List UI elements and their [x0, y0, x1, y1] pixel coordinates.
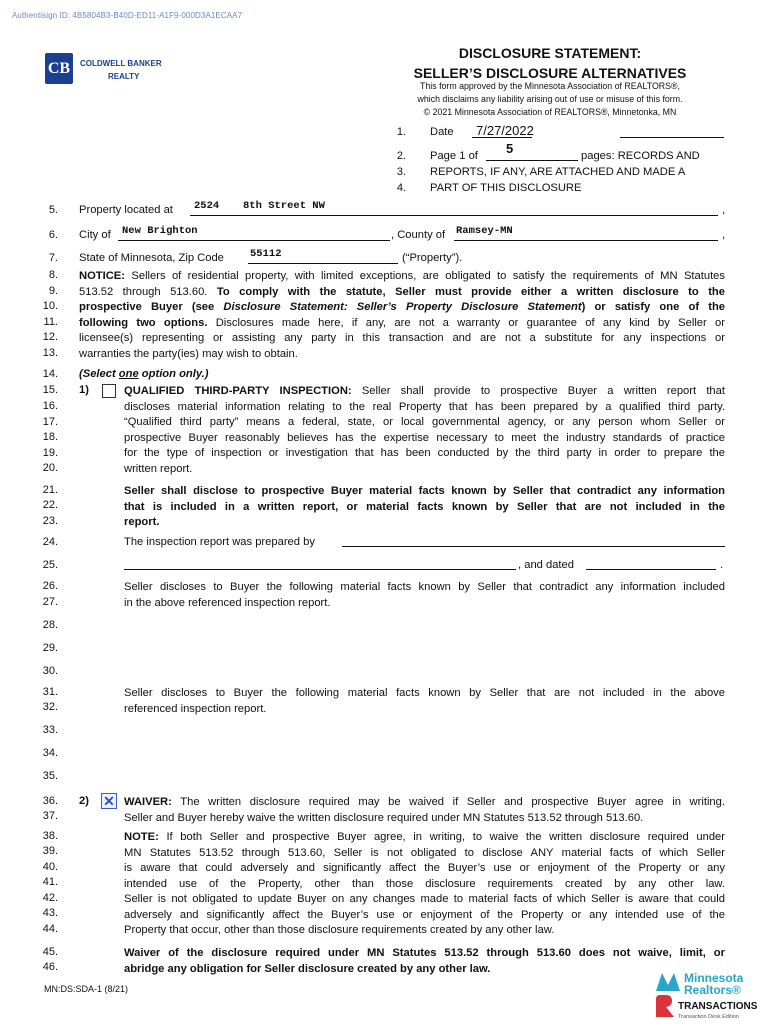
line-number: 24. [42, 536, 58, 548]
state-zip-label: State of Minnesota, Zip Code [79, 252, 224, 264]
prepared-by-label: The inspection report was prepared by [124, 536, 315, 548]
option2-note [124, 830, 725, 939]
line-number: 7. [48, 252, 58, 264]
minnesota-realtors-logo [654, 969, 764, 1021]
option1-line: “Qualified third party” means a federal, state, or local governmental agency, or any person whom Seller or [124, 416, 725, 428]
address-street[interactable]: 8th Street NW [243, 200, 325, 212]
line-number: 29. [42, 642, 58, 654]
notice-line [79, 269, 725, 285]
notice-text: Sellers of residential property, with limited exceptions, are obligated to satisfy the requirements of MN Statutes [125, 270, 725, 282]
line-number: 9. [48, 285, 58, 297]
line-number: 20. [42, 462, 58, 474]
option1-line: prospective Buyer reasonably believes has the expertise necessary to meet the industry standards of practice [124, 431, 725, 444]
line-number: 37. [42, 810, 58, 822]
date-value[interactable]: 7/27/2022 [476, 123, 534, 138]
mr-line3: TRANSACTIONS [678, 1001, 758, 1012]
header-line4: PART OF THIS DISCLOSURE [430, 182, 582, 194]
select-text: (Select [79, 368, 119, 380]
line-number: 12. [42, 331, 58, 343]
note-text: If both Seller and prospective Buyer agree, in writing, to waive the written disclosure required under [158, 831, 725, 843]
line-number: 5. [48, 204, 58, 216]
line-number: 4. [396, 182, 406, 194]
option2-line: Waiver of the disclosure required under MN Statutes 513.52 through 513.60 does not waive, limit, or [124, 947, 725, 959]
line-number: 38. [42, 830, 58, 842]
line-number: 19. [42, 447, 58, 459]
line-number: 17. [42, 416, 58, 428]
title-line2: SELLER’S DISCLOSURE ALTERNATIVES [413, 65, 687, 81]
option1-requirement [124, 484, 725, 531]
header-line3: REPORTS, IF ANY, ARE ATTACHED AND MADE A [430, 166, 686, 178]
notice-bold: following two options. [79, 316, 208, 329]
line-number: 13. [42, 347, 58, 359]
line-number: 15. [42, 384, 58, 396]
line-number: 34. [42, 747, 58, 759]
line-number: 26. [42, 580, 58, 592]
dated-field[interactable] [586, 557, 716, 570]
line-number: 22. [42, 499, 58, 511]
line-number: 11. [43, 316, 58, 328]
option1-line: that is included in a written report, or material facts known by Seller that are not included in the [124, 500, 725, 513]
city-label: City of [79, 229, 111, 241]
zip-value[interactable]: 55112 [250, 248, 282, 260]
option2-line: Seller is not obligated to update Buyer on any changes made to material facts of which Seller is aware that could [124, 893, 725, 905]
approval-notice [380, 80, 720, 119]
line-number: 1. [396, 126, 406, 138]
option2-text: The written disclosure required may be waived if Seller and prospective Buyer agree in writing. [171, 796, 725, 808]
notice-form-reference: Disclosure Statement: Seller’s Property Disclosure Statement [223, 301, 582, 313]
county-value[interactable]: Ramsey-MN [456, 225, 513, 237]
notice-line [79, 300, 725, 316]
line-number: 39. [42, 845, 58, 857]
option1-text: Seller shall provide to prospective Buyer a written report that [351, 385, 725, 397]
option1-line: report. [124, 516, 160, 528]
page-suffix: pages: RECORDS AND [581, 150, 700, 162]
mr-logo-icon [654, 969, 764, 1021]
property-located-label: Property located at [79, 204, 173, 216]
option2-checkbox-checked[interactable]: ✕ [101, 793, 117, 809]
prepared-by-field-2[interactable] [124, 557, 516, 570]
line-number: 46. [42, 961, 58, 973]
page-prefix: Page 1 of [430, 150, 478, 162]
option1-line: in the above referenced inspection report. [124, 596, 331, 609]
line-number: 3. [396, 166, 406, 178]
line-number: 40. [42, 861, 58, 873]
notice-text: 513.52 through 513.60. [79, 285, 217, 298]
line-number: 33. [42, 724, 58, 736]
line-number: 21. [42, 484, 58, 496]
logo-line1: COLDWELL BANKER [80, 59, 162, 68]
not-included-paragraph [124, 686, 725, 717]
line-number: 8. [48, 269, 58, 281]
option2-line: is aware that could adversely and significantly affect the Buyer’s use or enjoyment of the Property or any [124, 862, 725, 874]
option1-number: 1) [79, 384, 89, 396]
mr-line4: Transaction Desk Edition [678, 1014, 739, 1020]
line-number: 14. [42, 368, 58, 380]
approval-line1: This form approved by the Minnesota Association of REALTORS®, [420, 81, 680, 91]
option2-paragraph [124, 795, 725, 826]
city-value[interactable]: New Brighton [122, 225, 198, 237]
option2-line: MN Statutes 513.52 through 513.60, Seller is not obligated to disclose ANY material facts of which Seller [124, 846, 725, 859]
waiver-statement [124, 946, 725, 977]
option2-line: Seller and Buyer hereby waive the written disclosure required under MN Statutes 513.52 through 513.60. [124, 811, 644, 824]
line-number: 23. [42, 515, 58, 527]
title-line1: DISCLOSURE STATEMENT: [458, 45, 642, 61]
form-code: MN:DS:SDA-1 (8/21) [44, 984, 129, 994]
notice-bold: prospective Buyer (see [79, 301, 224, 313]
notice-bold: To comply with the statute, Seller must provide either a written disclosure to the [216, 285, 725, 298]
option1-line: Seller shall disclose to prospective Buyer material facts known by Seller that contradict any information [124, 485, 725, 497]
date-label: Date [430, 126, 454, 138]
line-number: 42. [42, 892, 58, 904]
notice-bold: ) or satisfy one of the [581, 301, 725, 313]
option1-checkbox[interactable] [102, 384, 116, 398]
option1-line: referenced inspection report. [124, 702, 267, 715]
line-number: 41. [42, 876, 58, 888]
option1-heading: QUALIFIED THIRD-PARTY INSPECTION: [124, 385, 352, 397]
contradict-paragraph [124, 580, 725, 611]
notice-text: Disclosures made here, if any, are not a warranty or guarantee of any kind by Seller or [207, 316, 725, 329]
line-number: 16. [42, 400, 58, 412]
line-number: 28. [42, 619, 58, 631]
option2-line: adversely and significantly affect the Buyer’s use or enjoyment of the Property or any intended use of the [124, 908, 725, 921]
period: . [720, 559, 724, 571]
line-number: 31. [42, 686, 58, 698]
line-number: 6. [48, 229, 58, 241]
option2-line: intended use of the Property, other than those disclosure requirements created by any other law. [124, 877, 725, 890]
line-number: 18. [42, 431, 58, 443]
line-number: 30. [42, 665, 58, 677]
option1-paragraph [124, 384, 725, 477]
line-number: 2. [396, 150, 406, 162]
date-extra-line [620, 125, 724, 138]
approval-line3: © 2021 Minnesota Association of REALTORS®, Minnetonka, MN [423, 107, 677, 117]
dated-label: , and dated [518, 559, 574, 571]
select-text: option only.) [138, 368, 209, 380]
line-number: 44. [42, 923, 58, 935]
line-number: 36. [42, 795, 58, 807]
pages-value[interactable]: 5 [506, 141, 514, 156]
line-number: 45. [42, 946, 58, 958]
logo-text [80, 57, 162, 83]
option2-line [124, 830, 725, 846]
note-label: NOTE: [124, 831, 159, 843]
option2-line: Property that occur, other than those disclosure requirements created by any other law. [124, 924, 555, 936]
option1-line: Seller discloses to Buyer the following material facts known by Seller that are not included in the above [124, 687, 725, 699]
option2-heading: WAIVER: [124, 796, 172, 808]
mr-line1: Minnesota [684, 971, 744, 985]
line-number: 32. [42, 701, 58, 713]
option2-number: 2) [79, 795, 89, 807]
line-number: 43. [42, 907, 58, 919]
approval-line2: which disclaims any liability arising out of use or misuse of this form. [417, 94, 683, 104]
cb-mark: CB [47, 59, 71, 77]
notice-paragraph [79, 269, 725, 362]
select-instruction [79, 368, 209, 380]
line-number: 10. [42, 300, 58, 312]
pages-field[interactable] [486, 148, 578, 161]
select-one: one [118, 368, 139, 380]
option1-line: written report. [124, 462, 193, 475]
option1-line [124, 384, 725, 400]
notice-line: warranties the party(ies) may wish to obtain. [79, 347, 298, 360]
property-suffix: (“Property”). [402, 252, 463, 264]
option2-line: abridge any obligation for Seller disclosure created by any other law. [124, 962, 491, 975]
notice-line: licensee(s) representing or assisting any party in this transaction and are not a substitute for any inspections or [79, 332, 725, 344]
line-number: 35. [42, 770, 58, 782]
prepared-by-field[interactable] [342, 534, 725, 547]
mr-line2: Realtors® [684, 983, 741, 997]
address-number[interactable]: 2524 [194, 200, 220, 212]
line-number: 25. [42, 559, 58, 571]
option1-line: for the type of inspection or investigation that has been conducted by the third party in order to prepare the [124, 447, 725, 459]
logo-line2: REALTY [108, 72, 140, 81]
authentisign-id: Authentisign ID: 4B5804B3-B40D-ED11-A1F9-000D3A1ECAA7 [12, 11, 243, 20]
notice-heading: NOTICE: [79, 270, 125, 282]
comma: , [722, 229, 726, 241]
option1-line: Seller discloses to Buyer the following material facts known by Seller that contradict any information included [124, 581, 725, 593]
coldwell-banker-logo [45, 53, 73, 84]
form-title [380, 43, 720, 83]
comma: , [722, 204, 726, 216]
notice-line [79, 285, 725, 301]
option1-line: discloses material information relating to the real Property that has been prepared by a qualified third party. [124, 400, 725, 413]
option2-line [124, 795, 725, 811]
county-label: , County of [391, 229, 446, 241]
line-number: 27. [42, 596, 58, 608]
notice-line [79, 316, 725, 332]
